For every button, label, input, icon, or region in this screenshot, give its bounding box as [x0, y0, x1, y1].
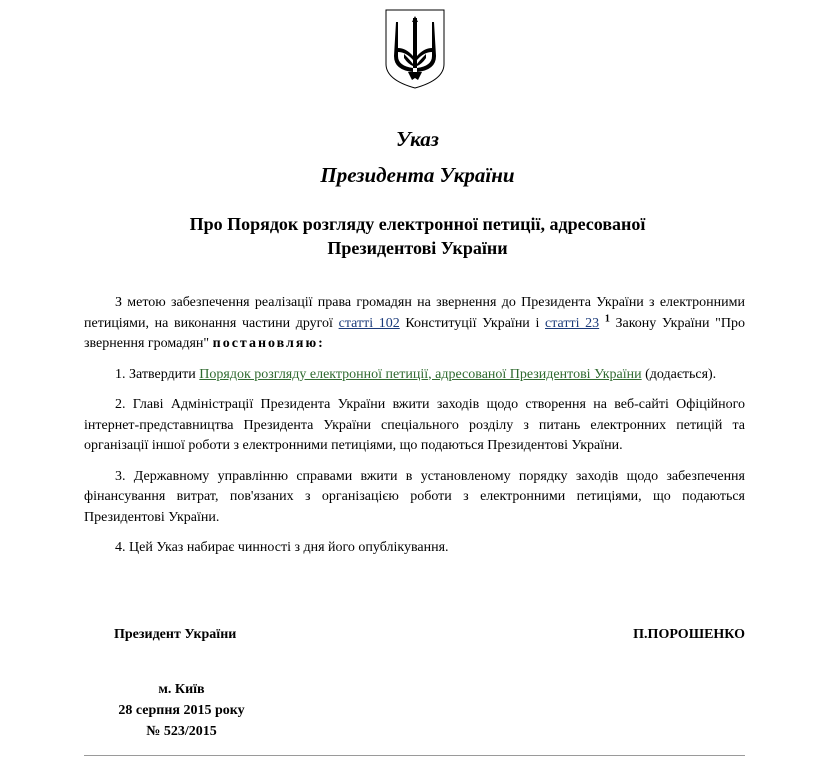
item-1-prefix: 1. Затвердити — [115, 366, 200, 382]
decree-item-4: 4. Цей Указ набирає чинності з дня його опублікування. — [115, 540, 449, 555]
article-23-link-label: статті 23 — [545, 315, 600, 331]
preamble-text-3: Закону України "Про звернення громадян" — [84, 315, 746, 351]
decree-issuer: Президента України — [320, 163, 515, 187]
place-city: м. Київ — [158, 682, 205, 697]
article-23-superscript: 1 — [604, 312, 610, 324]
procedure-link[interactable]: Порядок розгляду електронної петиції, адресованої Президентові України — [199, 366, 642, 382]
footer-divider — [84, 755, 745, 756]
decree-item-2: 2. Главі Адміністрації Президента України вжити заходів щодо створення на веб-сайті Офіційного інтернет-представництва Президента України спеціального розділу з питань електронних петицій та організації іншої роботи з електронними петиціями, що подаються Президентові України. — [84, 397, 745, 453]
article-23-link[interactable] — [545, 316, 599, 331]
decree-word: постановляю: — [212, 336, 325, 351]
preamble-text-1: З метою забезпечення реалізації права громадян на звернення до Президента України з електронними петиціями, на виконання частини другої — [84, 295, 745, 331]
decree-body — [84, 293, 745, 569]
signatory-name: П.ПОРОШЕНКО — [633, 627, 745, 642]
coat-of-arms-icon — [384, 8, 446, 90]
decree-date: 28 серпня 2015 року — [118, 703, 245, 718]
article-102-link[interactable]: статті 102 — [338, 315, 400, 331]
decree-number: № 523/2015 — [146, 724, 217, 739]
item-1-suffix: (додається). — [641, 366, 717, 382]
preamble-paragraph — [84, 293, 745, 355]
preamble-text-2: Конституції України і — [399, 315, 546, 331]
place-date-block — [104, 679, 259, 742]
signatory-role: Президент України — [114, 627, 237, 642]
decree-title: Указ — [396, 127, 439, 151]
subject-line-2: Президентові України — [327, 238, 508, 258]
subject-line-1: Про Порядок розгляду електронної петиції, адресованої — [189, 214, 646, 234]
decree-subject — [0, 212, 835, 260]
decree-item-1 — [84, 365, 745, 386]
decree-item-3: 3. Державному управлінню справами вжити в установленому порядку заходів щодо забезпечення фінансування витрат, пов'язаних з організацією роботи з електронними петиціями, що подаються Президентові України. — [84, 468, 745, 525]
